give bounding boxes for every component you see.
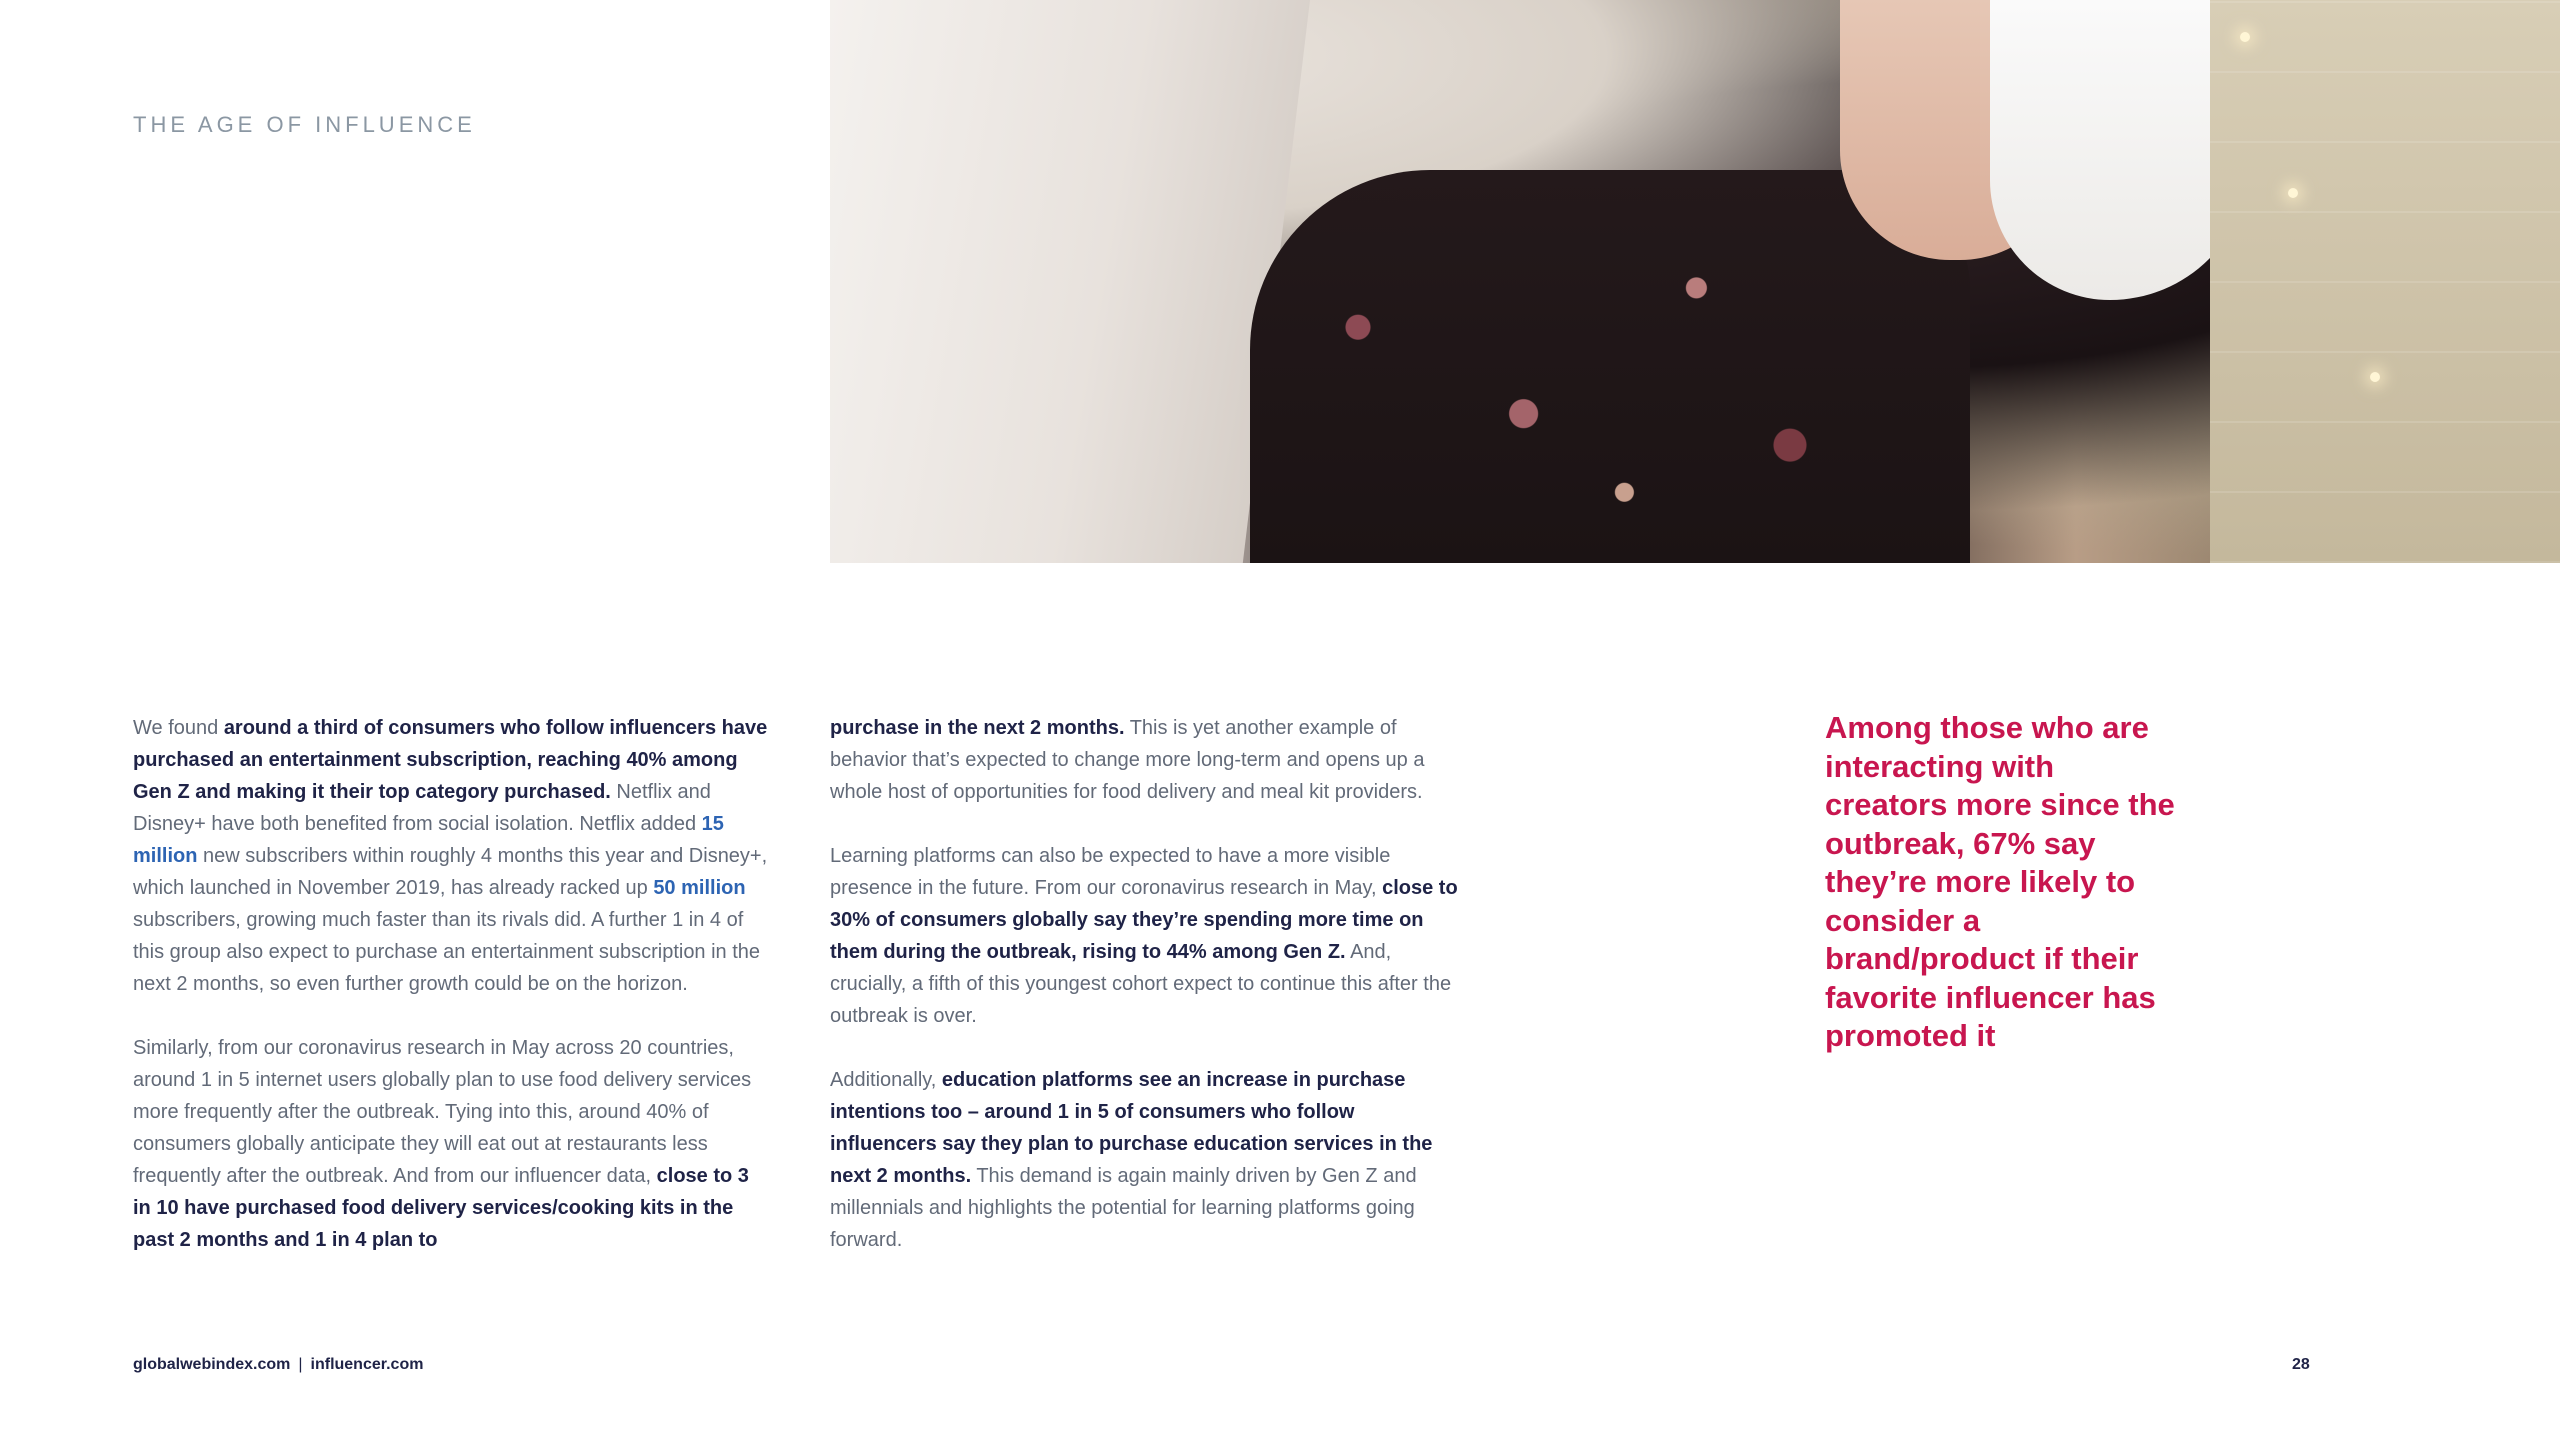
paragraph [830,840,1460,1032]
footer-separator: | [298,1356,303,1373]
text-span: And, crucially, a fifth of this youngest cohort expect to continue this after the outbreak is over. [830,941,1452,1027]
stat-highlight: 15 million [133,813,724,867]
text-span: Learning platforms can also be expected to have a more visible presence in the future. From our coronavirus research in May, [830,845,1391,899]
text-span: This is yet another example of behavior that’s expected to change more long-term and opens up a whole host of opportunities for food delivery and meal kit providers. [830,717,1425,803]
section-label: THE AGE OF INFLUENCE [133,112,476,137]
paragraph [133,712,768,1000]
highlight-text: close to 3 in 10 have purchased food delivery services/cooking kits in the past 2 months and 1 in 4 plan to [133,1165,749,1251]
text-span: This demand is again mainly driven by Gen Z and millennials and highlights the potential for learning platforms going forward. [830,1165,1417,1251]
highlight-text: around a third of consumers who follow influencers have purchased an entertainment subscription, reaching 40% among Gen Z and making it their top category purchased. [133,717,768,803]
highlight-text: education platforms see an increase in purchase intentions too – around 1 in 5 of consumers who follow influencers say they plan to purchase education services in the next 2 months. [830,1069,1433,1187]
paragraph [133,1032,768,1256]
text-span: We found [133,717,224,739]
text-span: Netflix and Disney+ have both benefited from social isolation. Netflix added [133,781,711,835]
fairy-light [2240,32,2250,42]
text-span: Additionally, [830,1069,942,1091]
body-column-2 [830,712,1460,1288]
text-span: Similarly, from our coronavirus research in May across 20 countries, around 1 in 5 internet users globally plan to use food delivery services more frequently after the outbreak. Tying into this, around 40% of consumers globally anticipate they will eat out at restaurants less frequently after the outbreak. And from our influencer data, [133,1037,752,1187]
text-span: new subscribers within roughly 4 months this year and Disney+, which launched in November 2019, has already racked up [133,845,768,899]
fairy-light [2370,372,2380,382]
footer-link-globalwebindex[interactable]: globalwebindex.com [133,1356,291,1373]
highlight-text: close to 30% of consumers globally say they’re spending more time on them during the outbreak, rising to 44% among Gen Z. [830,877,1458,963]
photo-floral-dress [1250,170,1970,563]
hero-photo [830,0,2560,563]
fairy-light [2288,188,2298,198]
highlight-text: purchase in the next 2 months. [830,717,1125,739]
paragraph [830,1064,1460,1256]
page-number: 28 [2292,1356,2310,1373]
text-span: subscribers, growing much faster than its rivals did. A further 1 in 4 of this group also expect to purchase an entertainment subscription in the next 2 months, so even further growth could be on the horizon. [133,909,761,995]
photo-towel-foreground [830,0,1310,563]
photo-brick-wall [2210,0,2560,563]
pull-quote: Among those who are interacting with creators more since the outbreak, 67% say they’re more likely to consider a brand/product if their favorite influencer has promoted it [1825,710,2175,1053]
stat-highlight: 50 million [653,877,746,899]
body-column-1 [133,712,768,1288]
paragraph [830,712,1460,808]
footer-link-influencer[interactable]: influencer.com [310,1356,424,1373]
footer-links [133,1356,423,1374]
